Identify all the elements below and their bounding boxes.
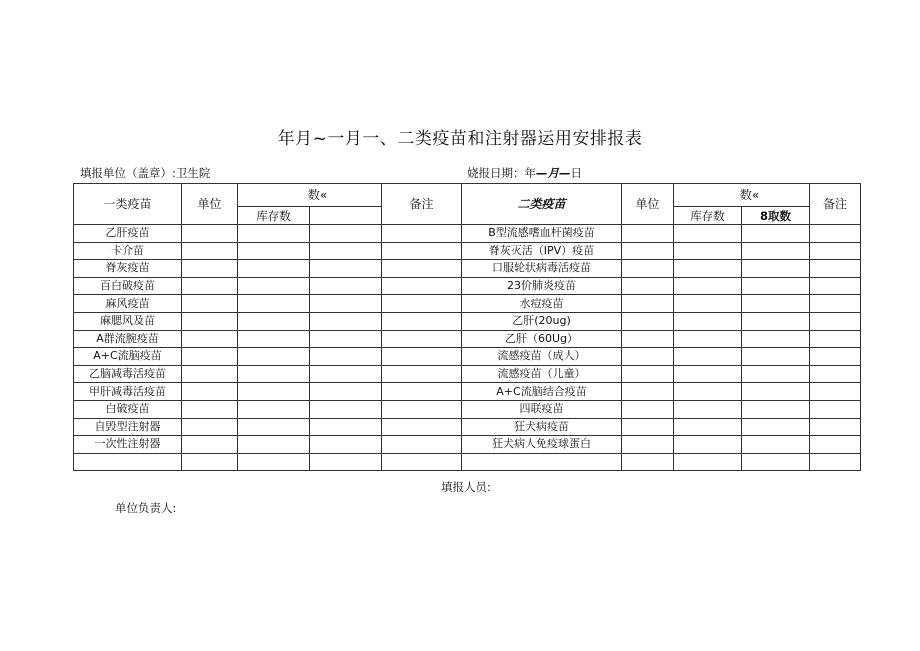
vaccine-cell: 百白破疫苗 (74, 277, 182, 295)
quantity-cell (310, 277, 382, 295)
remarks-cell (382, 225, 462, 243)
vaccine-cell: A群流腕疫苗 (74, 330, 182, 348)
header-right-requisition (742, 207, 810, 225)
vaccine-cell: 水痘疫苗 (462, 295, 622, 313)
vaccine-cell: 狂犬病人免疫球蛋白 (462, 436, 622, 454)
vaccine-cell (462, 453, 622, 471)
unit-cell (182, 295, 238, 313)
table-row (74, 277, 861, 295)
vaccine-cell: 23价肺炎疫苗 (462, 277, 622, 295)
unit-cell (622, 365, 674, 383)
header-left-stock: 库存数 (238, 207, 310, 225)
reporting-date (467, 165, 582, 181)
vaccine-cell: 乙肝疫苗 (74, 225, 182, 243)
header-right-quantity (674, 184, 810, 207)
unit-cell (182, 330, 238, 348)
table-row (74, 453, 861, 471)
stock-cell (238, 330, 310, 348)
quantity-cell (310, 295, 382, 313)
remarks-cell (382, 312, 462, 330)
stock-cell (674, 436, 742, 454)
table-row (74, 436, 861, 454)
vaccine-cell: 卡介苗 (74, 242, 182, 260)
remarks-cell (810, 400, 861, 418)
quantity-cell (310, 330, 382, 348)
vaccine-cell: A+C流脑结合疫苗 (462, 383, 622, 401)
table-row (74, 330, 861, 348)
stock-cell (674, 225, 742, 243)
unit-cell (182, 383, 238, 401)
header-right-requisition-label: 8取数 (759, 208, 791, 223)
stock-cell (238, 383, 310, 401)
table-row (74, 400, 861, 418)
vaccine-report-table (73, 183, 861, 471)
remarks-cell (382, 330, 462, 348)
requisition-cell (742, 383, 810, 401)
quantity-cell (310, 383, 382, 401)
unit-cell (622, 242, 674, 260)
stock-cell (238, 312, 310, 330)
unit-cell (622, 436, 674, 454)
vaccine-cell: 狂犬病疫苗 (462, 418, 622, 436)
remarks-cell (382, 295, 462, 313)
vaccine-cell: 脊灰疫苗 (74, 260, 182, 278)
header-class1-vaccine: 一类疫苗 (74, 184, 182, 225)
vaccine-cell: 流感疫苗（成人） (462, 348, 622, 366)
unit-cell (182, 365, 238, 383)
stock-cell (238, 260, 310, 278)
unit-cell (182, 225, 238, 243)
table-row (74, 418, 861, 436)
unit-cell (182, 312, 238, 330)
header-right-quantity-label: 数« (739, 188, 760, 202)
stock-cell (238, 277, 310, 295)
vaccine-cell: 白破疫苗 (74, 400, 182, 418)
remarks-cell (810, 312, 861, 330)
requisition-cell (742, 418, 810, 436)
remarks-cell (382, 418, 462, 436)
unit-cell (182, 453, 238, 471)
stock-cell (674, 295, 742, 313)
requisition-cell (742, 225, 810, 243)
requisition-cell (742, 400, 810, 418)
quantity-cell (310, 400, 382, 418)
vaccine-cell: 乙肝（60Ug） (462, 330, 622, 348)
unit-cell (622, 330, 674, 348)
table-row (74, 295, 861, 313)
remarks-cell (382, 277, 462, 295)
vaccine-cell: 脊灰灭活（IPV）疫苗 (462, 242, 622, 260)
quantity-cell (310, 242, 382, 260)
header-class2-vaccine: 二类疫苗 (462, 184, 622, 225)
unit-cell (622, 348, 674, 366)
stock-cell (238, 453, 310, 471)
requisition-cell (742, 348, 810, 366)
quantity-cell (310, 348, 382, 366)
quantity-cell (310, 260, 382, 278)
remarks-cell (810, 348, 861, 366)
unit-cell (182, 242, 238, 260)
stock-cell (674, 312, 742, 330)
unit-cell (622, 383, 674, 401)
requisition-cell (742, 277, 810, 295)
date-prefix: 娆报日期：年 (467, 166, 536, 180)
remarks-cell (382, 260, 462, 278)
vaccine-cell: 自毁型注射器 (74, 418, 182, 436)
unit-cell (622, 225, 674, 243)
requisition-cell (742, 260, 810, 278)
quantity-cell (310, 312, 382, 330)
table-row (74, 365, 861, 383)
stock-cell (674, 277, 742, 295)
remarks-cell (810, 225, 861, 243)
vaccine-cell (74, 453, 182, 471)
stock-cell (674, 383, 742, 401)
unit-cell (622, 400, 674, 418)
remarks-cell (382, 436, 462, 454)
table-row (74, 242, 861, 260)
stock-cell (674, 330, 742, 348)
requisition-cell (742, 312, 810, 330)
quantity-cell (310, 453, 382, 471)
stock-cell (674, 242, 742, 260)
stock-cell (238, 225, 310, 243)
header-right-stock: 库存数 (674, 207, 742, 225)
unit-cell (622, 312, 674, 330)
table-row (74, 260, 861, 278)
stock-cell (238, 348, 310, 366)
stock-cell (238, 365, 310, 383)
header-left-remarks: 备注 (382, 184, 462, 225)
table-row (74, 312, 861, 330)
remarks-cell (382, 365, 462, 383)
stock-cell (674, 348, 742, 366)
header-left-blank (310, 207, 382, 225)
header-left-unit: 单位 (182, 184, 238, 225)
unit-cell (182, 400, 238, 418)
vaccine-cell: A+C流脑疫苗 (74, 348, 182, 366)
vaccine-cell: 甲肝减毒活疫苗 (74, 383, 182, 401)
quantity-cell (310, 225, 382, 243)
remarks-cell (810, 242, 861, 260)
date-month-dash: —月— (536, 166, 571, 180)
stock-cell (674, 453, 742, 471)
header-left-quantity (238, 184, 382, 207)
remarks-cell (382, 348, 462, 366)
table-row (74, 383, 861, 401)
requisition-cell (742, 242, 810, 260)
supervisor-label: 单位负责人: (115, 501, 177, 515)
requisition-cell (742, 365, 810, 383)
remarks-cell (810, 436, 861, 454)
requisition-cell (742, 453, 810, 471)
unit-cell (622, 277, 674, 295)
stock-cell (674, 418, 742, 436)
header-left-quantity-label: 数« (307, 188, 328, 202)
vaccine-cell: 麻腮风及苗 (74, 312, 182, 330)
unit-cell (622, 453, 674, 471)
remarks-cell (810, 330, 861, 348)
remarks-cell (810, 260, 861, 278)
stock-cell (674, 260, 742, 278)
unit-cell (622, 295, 674, 313)
reporting-unit: 填报单位（盖章）:卫生院 (80, 166, 211, 180)
stock-cell (238, 436, 310, 454)
unit-cell (182, 348, 238, 366)
vaccine-cell: 四联疫苗 (462, 400, 622, 418)
remarks-cell (810, 295, 861, 313)
stock-cell (238, 400, 310, 418)
vaccine-cell: 口服轮状病毒活疫苗 (462, 260, 622, 278)
remarks-cell (382, 400, 462, 418)
table-row (74, 225, 861, 243)
remarks-cell (810, 453, 861, 471)
unit-cell (182, 418, 238, 436)
requisition-cell (742, 295, 810, 313)
vaccine-cell: 麻风疫苗 (74, 295, 182, 313)
table-header-row (74, 184, 861, 207)
remarks-cell (382, 453, 462, 471)
remarks-cell (810, 418, 861, 436)
stock-cell (674, 365, 742, 383)
stock-cell (238, 295, 310, 313)
requisition-cell (742, 330, 810, 348)
stock-cell (238, 418, 310, 436)
quantity-cell (310, 365, 382, 383)
stock-cell (238, 242, 310, 260)
remarks-cell (810, 365, 861, 383)
unit-cell (182, 436, 238, 454)
table-row (74, 348, 861, 366)
requisition-cell (742, 436, 810, 454)
page-title: 年月~一月一、二类疫苗和注射器运用安排报表 (277, 129, 643, 149)
header-right-unit: 单位 (622, 184, 674, 225)
unit-cell (622, 418, 674, 436)
quantity-cell (310, 418, 382, 436)
remarks-cell (810, 383, 861, 401)
vaccine-cell: B型流感嗜血杆菌疫苗 (462, 225, 622, 243)
reporter-label: 填报人员: (441, 480, 491, 494)
unit-cell (622, 260, 674, 278)
unit-cell (182, 277, 238, 295)
vaccine-cell: 乙肝(20ug) (462, 312, 622, 330)
stock-cell (674, 400, 742, 418)
vaccine-cell: 乙脑减毒活疫苗 (74, 365, 182, 383)
remarks-cell (382, 242, 462, 260)
vaccine-cell: 流感疫苗（儿童） (462, 365, 622, 383)
vaccine-cell: 一次性注射器 (74, 436, 182, 454)
quantity-cell (310, 436, 382, 454)
remarks-cell (382, 383, 462, 401)
date-suffix: 日 (570, 166, 582, 180)
header-right-remarks: 备注 (810, 184, 861, 225)
remarks-cell (810, 277, 861, 295)
unit-cell (182, 260, 238, 278)
